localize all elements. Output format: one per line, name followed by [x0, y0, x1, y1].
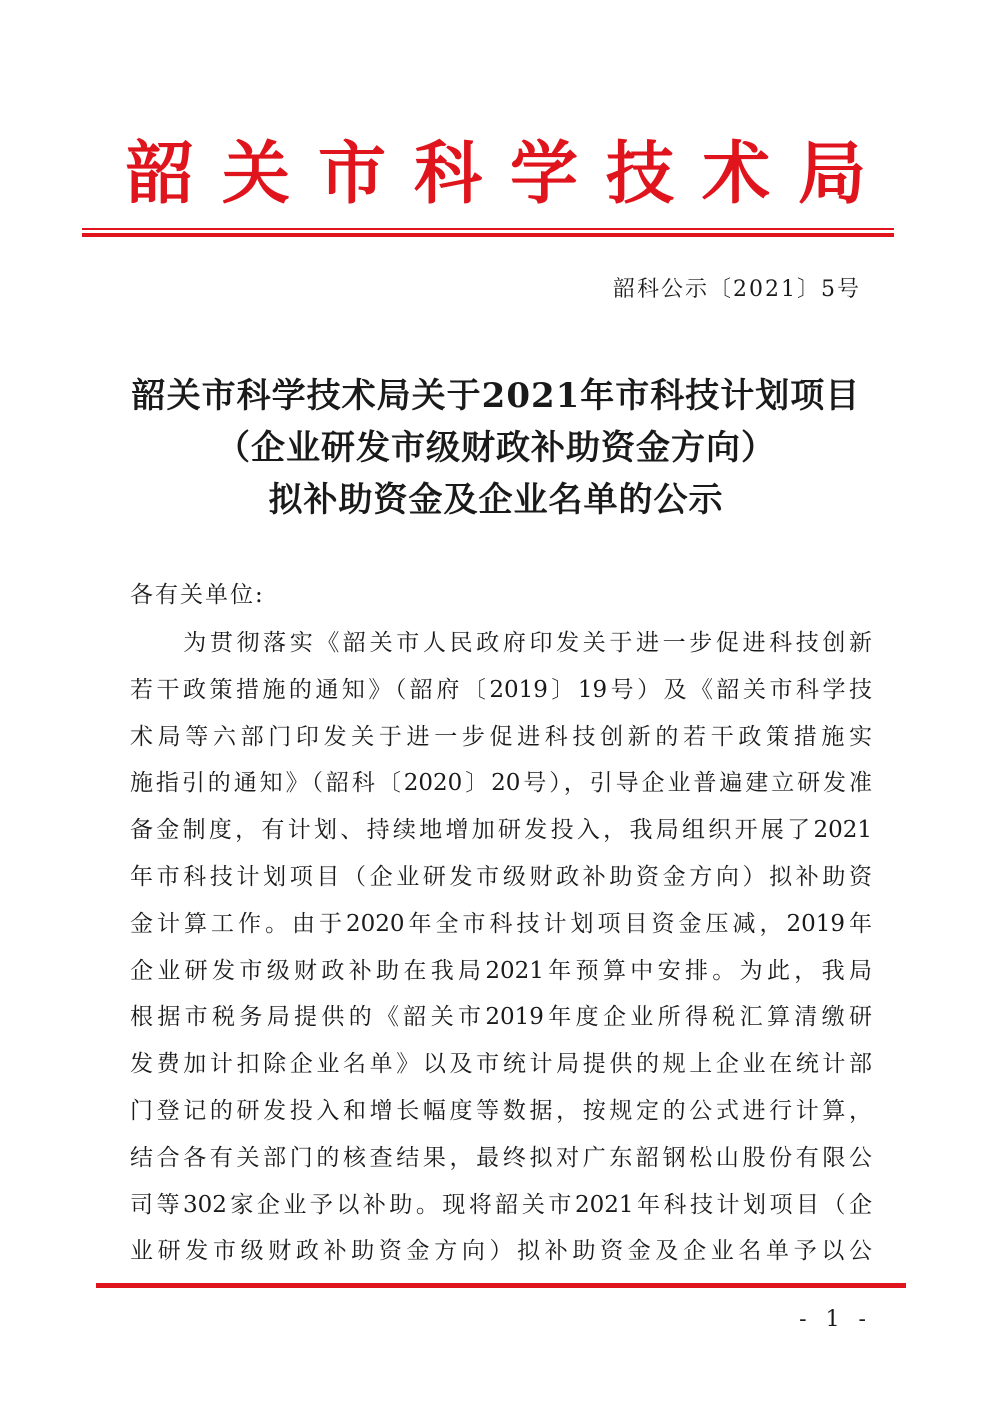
body-line: 金计算工作。由于2020年全市科技计划项目资金压减，2019年	[130, 910, 872, 937]
title-line-1: 韶关市科学技术局关于2021年市科技计划项目	[131, 376, 861, 416]
masthead-org-name: 韶关市科学技术局	[125, 135, 894, 214]
footer-red-rule	[96, 1283, 906, 1288]
masthead-red-rule	[82, 228, 894, 237]
body-line: 根据市税务局提供的《韶关市2019年度企业所得税汇算清缴研	[130, 1004, 872, 1031]
salutation: 各有关单位:	[130, 582, 265, 608]
body-line: 门登记的研发投入和增长幅度等数据，按规定的公式进行计算，	[130, 1097, 872, 1124]
body-line: 若干政策措施的通知》（韶府〔2019〕19号）及《韶关市科学技	[130, 676, 872, 703]
body-paragraph	[130, 620, 872, 1275]
title-line-3: 拟补助资金及企业名单的公示	[268, 480, 724, 520]
title-line-2: （企业研发市级财政补助资金方向）	[216, 428, 776, 468]
body-line: 为贯彻落实《韶关市人民政府印发关于进一步促进科技创新	[130, 630, 872, 656]
body-line: 结合各有关部门的核查结果，最终拟对广东韶钢松山股份有限公	[130, 1144, 872, 1171]
body-line: 业研发市级财政补助资金方向）拟补助资金及企业名单予以公	[130, 1238, 872, 1265]
body-line: 企业研发市级财政补助在我局2021年预算中安排。为此，我局	[130, 957, 872, 984]
body-line: 备金制度，有计划、持续地增加研发投入，我局组织开展了2021	[130, 817, 872, 844]
body-line: 司等302家企业予以补助。现将韶关市2021年科技计划项目（企	[130, 1191, 872, 1218]
body-line: 施指引的通知》（韶科〔2020〕20号），引导企业普遍建立研发准	[130, 770, 872, 797]
page-number: - 1 -	[799, 1307, 872, 1332]
body-line: 术局等六部门印发关于进一步促进科技创新的若干政策措施实	[130, 723, 872, 750]
body-line: 年市科技计划项目（企业研发市级财政补助资金方向）拟补助资	[130, 863, 872, 890]
body-line: 发费加计扣除企业名单》以及市统计局提供的规上企业在统计部	[130, 1051, 872, 1078]
document-title	[0, 370, 992, 526]
document-number: 韶科公示〔2021〕5号	[613, 277, 861, 302]
